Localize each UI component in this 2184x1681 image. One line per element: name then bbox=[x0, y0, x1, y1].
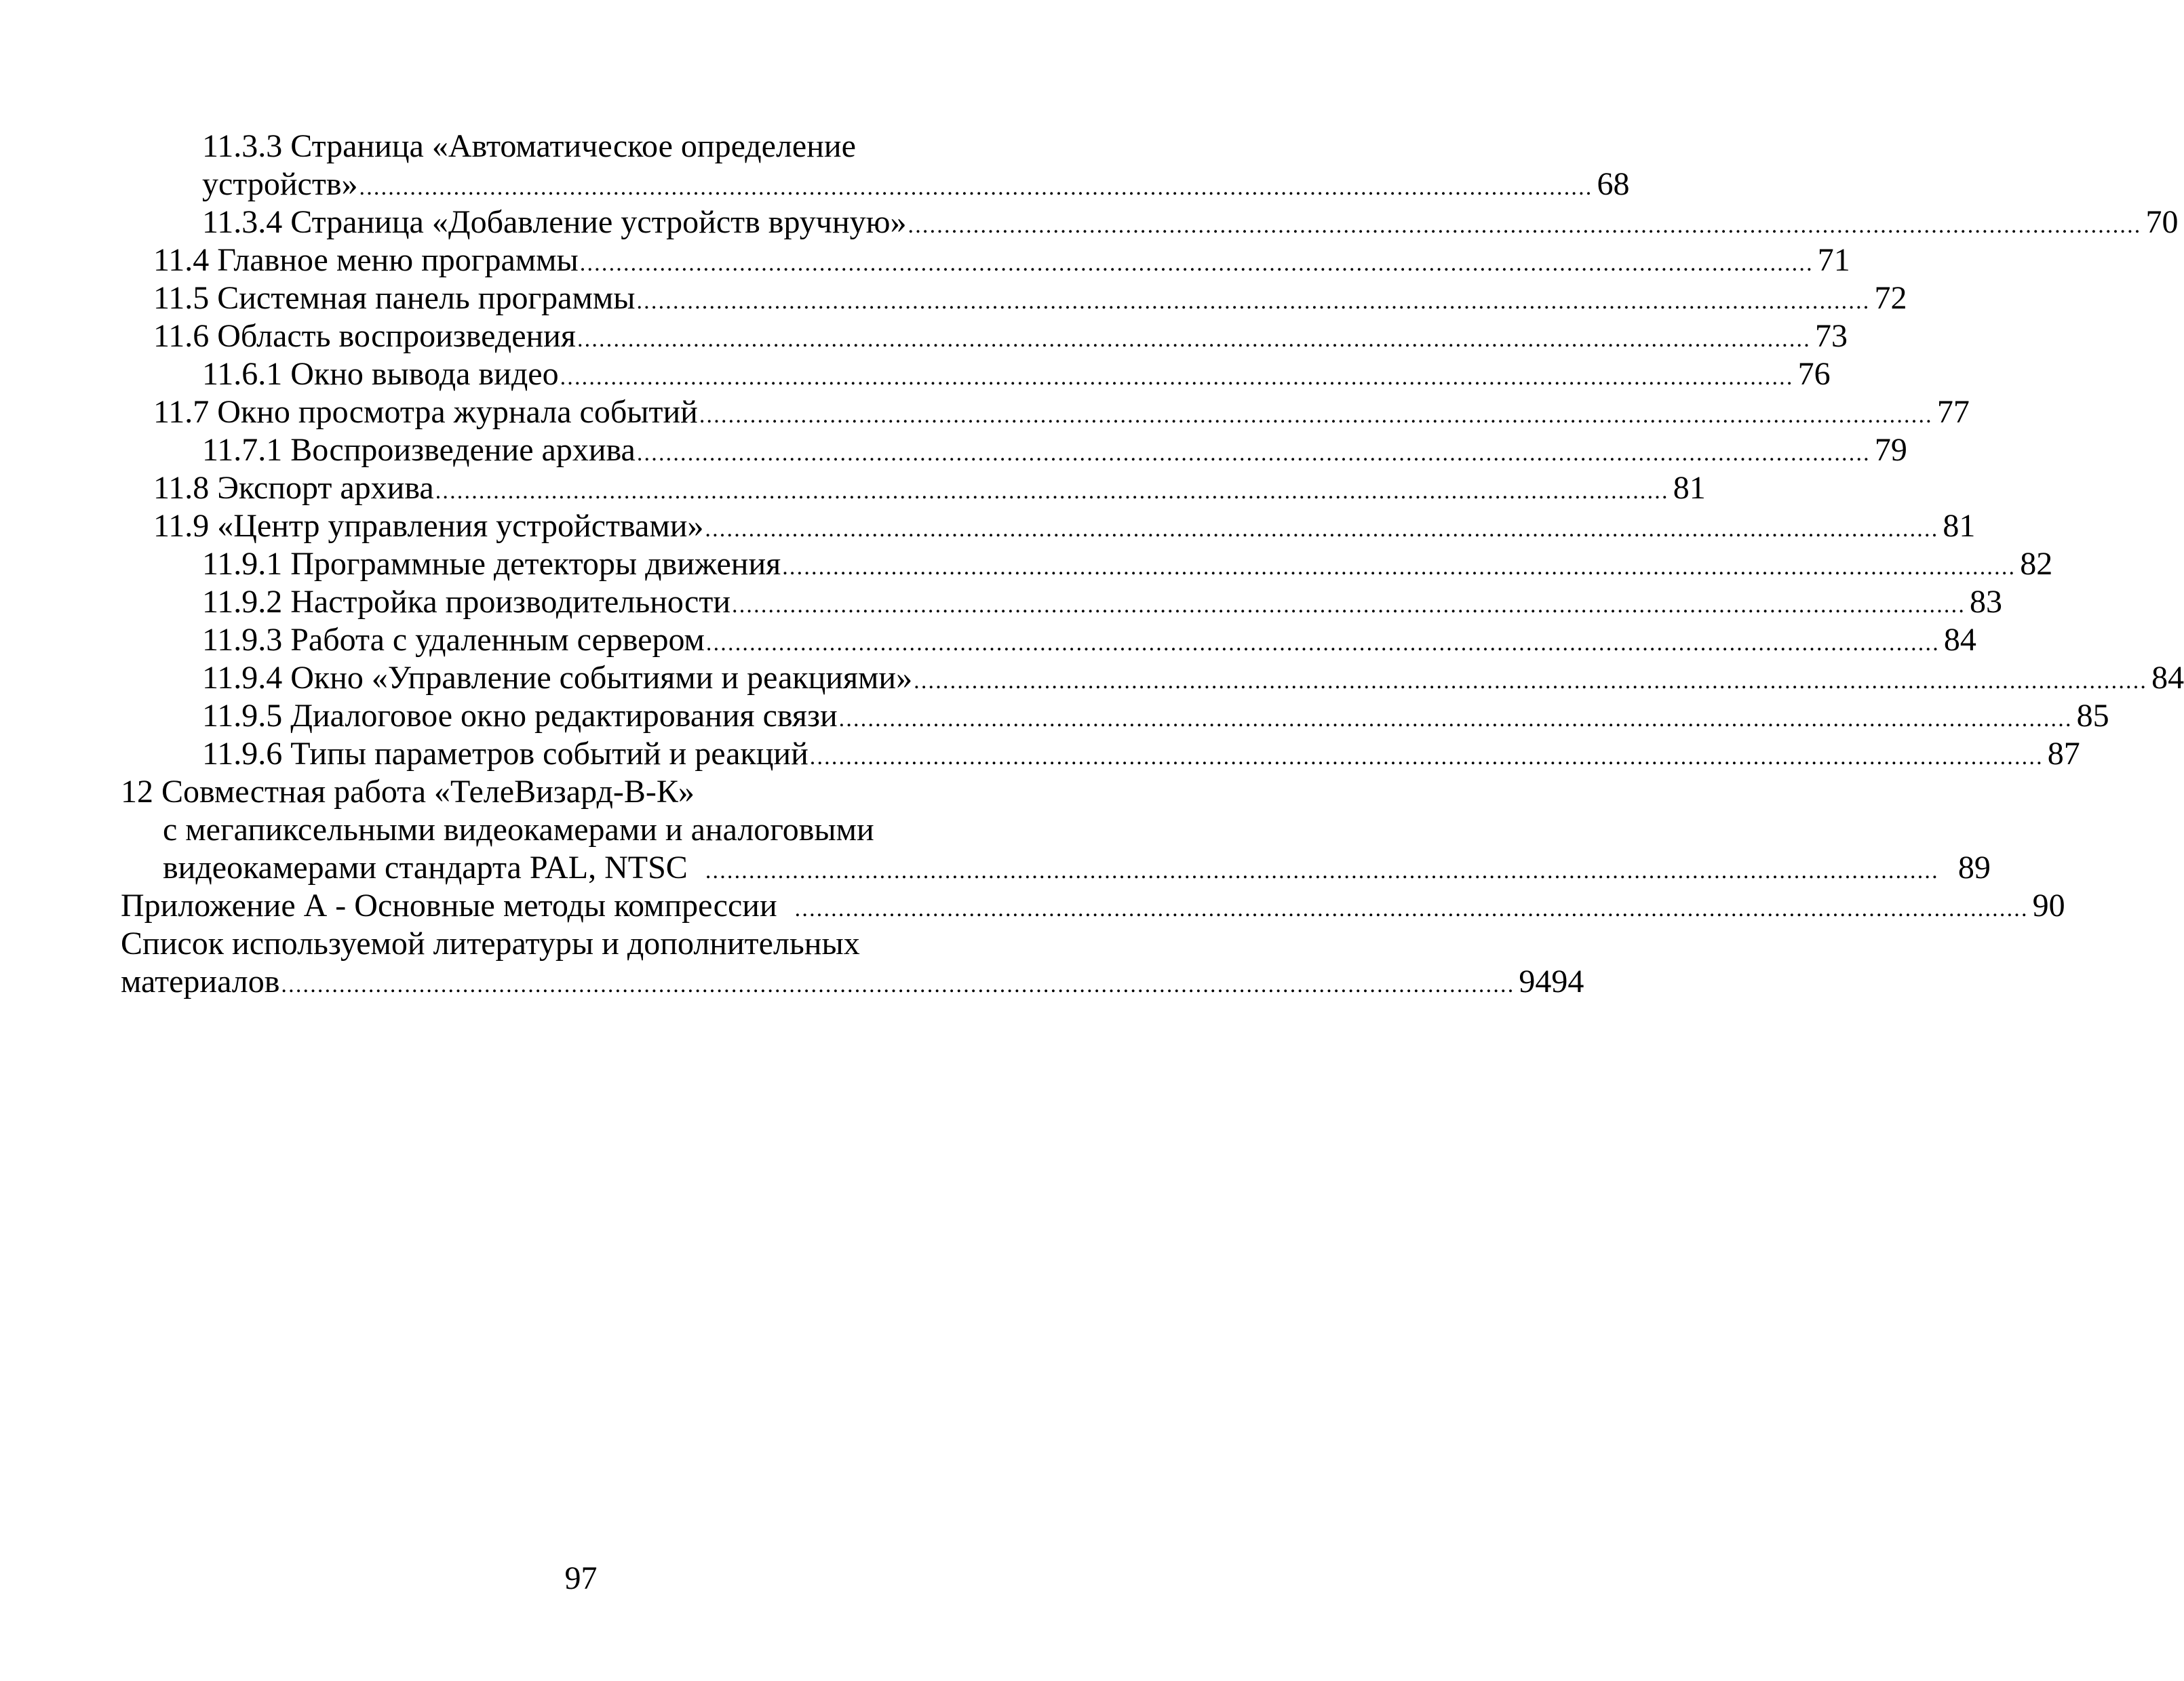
toc-entry-title: Приложение А - Основные методы компрессии bbox=[121, 888, 777, 924]
toc-entry-title: 11.7 Окно просмотра журнала событий bbox=[153, 394, 698, 430]
toc-entry[interactable] bbox=[202, 165, 1630, 204]
toc-entry-title: 11.9.6 Типы параметров событий и реакций bbox=[202, 736, 808, 772]
toc-entry-page: 83 bbox=[1970, 584, 2003, 620]
dot-leader: .......................................................................................................................................................................... bbox=[782, 555, 2016, 580]
dot-leader: .......................................................................................................................................................................... bbox=[699, 403, 1933, 428]
toc-entry[interactable] bbox=[153, 279, 1907, 318]
toc-entry[interactable] bbox=[121, 925, 860, 964]
toc-entry-title: 11.7.1 Воспроизведение архива bbox=[202, 432, 636, 468]
dot-leader: .......................................................................................................................................................................... bbox=[705, 631, 1940, 656]
toc-entry-title: 11.3.3 Страница «Автоматическое определение bbox=[202, 128, 856, 164]
dot-leader: .......................................................................................................................................................................... bbox=[705, 517, 1939, 542]
toc-entry-title: 11.9.1 Программные детекторы движения bbox=[202, 546, 781, 582]
toc-entry-title: 11.4 Главное меню программы bbox=[153, 242, 579, 278]
toc-entry-title: 11.9.5 Диалоговое окно редактирования связи bbox=[202, 698, 838, 734]
dot-leader: .......................................................................................................................................................................... bbox=[914, 669, 2148, 694]
toc-entry-page: 71 bbox=[1817, 242, 1850, 278]
page-number: 97 bbox=[564, 1560, 598, 1596]
toc-entry-page: 82 bbox=[2020, 546, 2053, 582]
toc-entry-title: видеокамерами стандарта PAL, NTSC bbox=[163, 850, 688, 886]
toc-entry-page: 72 bbox=[1874, 280, 1907, 316]
toc-entry-page: 76 bbox=[1797, 356, 1831, 392]
dot-leader: .......................................................................................................................................................................... bbox=[577, 327, 1811, 352]
toc-entry-page: 77 bbox=[1936, 394, 1970, 430]
dot-leader: .......................................................................................................................................................................... bbox=[732, 593, 1966, 618]
dot-leader: .......................................................................................................................................................................... bbox=[636, 289, 1871, 314]
dot-leader: .......................................................................................................................................................................... bbox=[636, 441, 1871, 466]
toc-entry-title: устройств» bbox=[202, 166, 358, 202]
toc-entry-page: 84 bbox=[2151, 660, 2184, 696]
toc-entry-page: 79 bbox=[1874, 432, 1907, 468]
dot-leader: .......................................................................................................................................................................... bbox=[705, 858, 1939, 884]
toc-entry[interactable] bbox=[202, 545, 2053, 584]
toc-entry-page: 68 bbox=[1597, 166, 1630, 202]
toc-entry-page: 9494 bbox=[1519, 964, 1584, 1000]
dot-leader: .......................................................................................................................................................................... bbox=[579, 251, 1814, 276]
dot-leader: .......................................................................................................................................................................... bbox=[809, 745, 2044, 770]
toc-entry-title: 11.9.3 Работа с удаленным сервером bbox=[202, 622, 705, 658]
dot-leader: .......................................................................................................................................................................... bbox=[435, 479, 1669, 504]
dot-leader: .......................................................................................................................................................................... bbox=[908, 213, 2142, 238]
toc-entry-page: 89 bbox=[1957, 850, 1991, 886]
toc-entry-title: 11.9.2 Настройка производительности bbox=[202, 584, 731, 620]
toc-entry-page: 73 bbox=[1814, 318, 1848, 354]
toc-entry[interactable] bbox=[202, 697, 2109, 736]
toc-entry-title: 11.9 «Центр управления устройствами» bbox=[153, 508, 704, 544]
toc-entry-page: 84 bbox=[1943, 622, 1976, 658]
dot-leader: .......................................................................................................................................................................... bbox=[794, 896, 2029, 922]
toc-entry[interactable] bbox=[121, 773, 695, 812]
toc-entry[interactable] bbox=[202, 431, 1907, 470]
toc-entry-title: 11.9.4 Окно «Управление событиями и реакциями» bbox=[202, 660, 913, 696]
toc-entry[interactable] bbox=[202, 621, 1976, 660]
dot-leader: .......................................................................................................................................................................... bbox=[359, 175, 1593, 200]
toc-entry-title: 11.3.4 Страница «Добавление устройств вручную» bbox=[202, 204, 907, 240]
toc-entry-title: с мегапиксельными видеокамерами и аналоговыми bbox=[163, 812, 874, 848]
toc-entry-title: 11.6 Область воспроизведения bbox=[153, 318, 576, 354]
toc-entry[interactable] bbox=[202, 127, 856, 166]
toc-entry[interactable] bbox=[202, 583, 2003, 622]
toc-entry-title: Список используемой литературы и дополнительных bbox=[121, 926, 860, 962]
dot-leader: .......................................................................................................................................................................... bbox=[838, 707, 2073, 732]
toc-entry-title: материалов bbox=[121, 964, 280, 1000]
toc-entry[interactable] bbox=[153, 241, 1850, 280]
toc-entry[interactable] bbox=[163, 849, 1991, 888]
toc-entry-title: 11.5 Системная панель программы bbox=[153, 280, 636, 316]
toc-entry-page: 70 bbox=[2145, 204, 2179, 240]
toc-entry-page: 85 bbox=[2076, 698, 2109, 734]
toc-entry[interactable] bbox=[153, 469, 1706, 508]
toc-entry-title: 11.6.1 Окно вывода видео bbox=[202, 356, 559, 392]
toc-entry-page: 81 bbox=[1943, 508, 1976, 544]
toc-entry[interactable] bbox=[163, 811, 874, 850]
toc-entry[interactable] bbox=[202, 203, 2179, 242]
toc-entry[interactable] bbox=[202, 659, 2184, 698]
toc-entry[interactable] bbox=[153, 317, 1848, 356]
toc-entry-page: 87 bbox=[2047, 736, 2080, 772]
toc-entry[interactable] bbox=[121, 887, 2065, 926]
toc-entry[interactable] bbox=[153, 507, 1976, 546]
toc-entry-title: 11.8 Экспорт архива bbox=[153, 470, 434, 506]
dot-leader: .......................................................................................................................................................................... bbox=[281, 972, 1515, 997]
toc-entry[interactable] bbox=[153, 393, 1970, 432]
toc-entry-title: 12 Совместная работа «ТелеВизард-В-К» bbox=[121, 774, 695, 810]
dot-leader: .......................................................................................................................................................................... bbox=[560, 365, 1794, 390]
toc-entry[interactable] bbox=[202, 735, 2080, 774]
toc-entry-page: 90 bbox=[2032, 888, 2065, 924]
toc-entry-page: 81 bbox=[1673, 470, 1706, 506]
toc-entry[interactable] bbox=[202, 355, 1831, 394]
toc-entry[interactable] bbox=[121, 963, 1584, 1002]
